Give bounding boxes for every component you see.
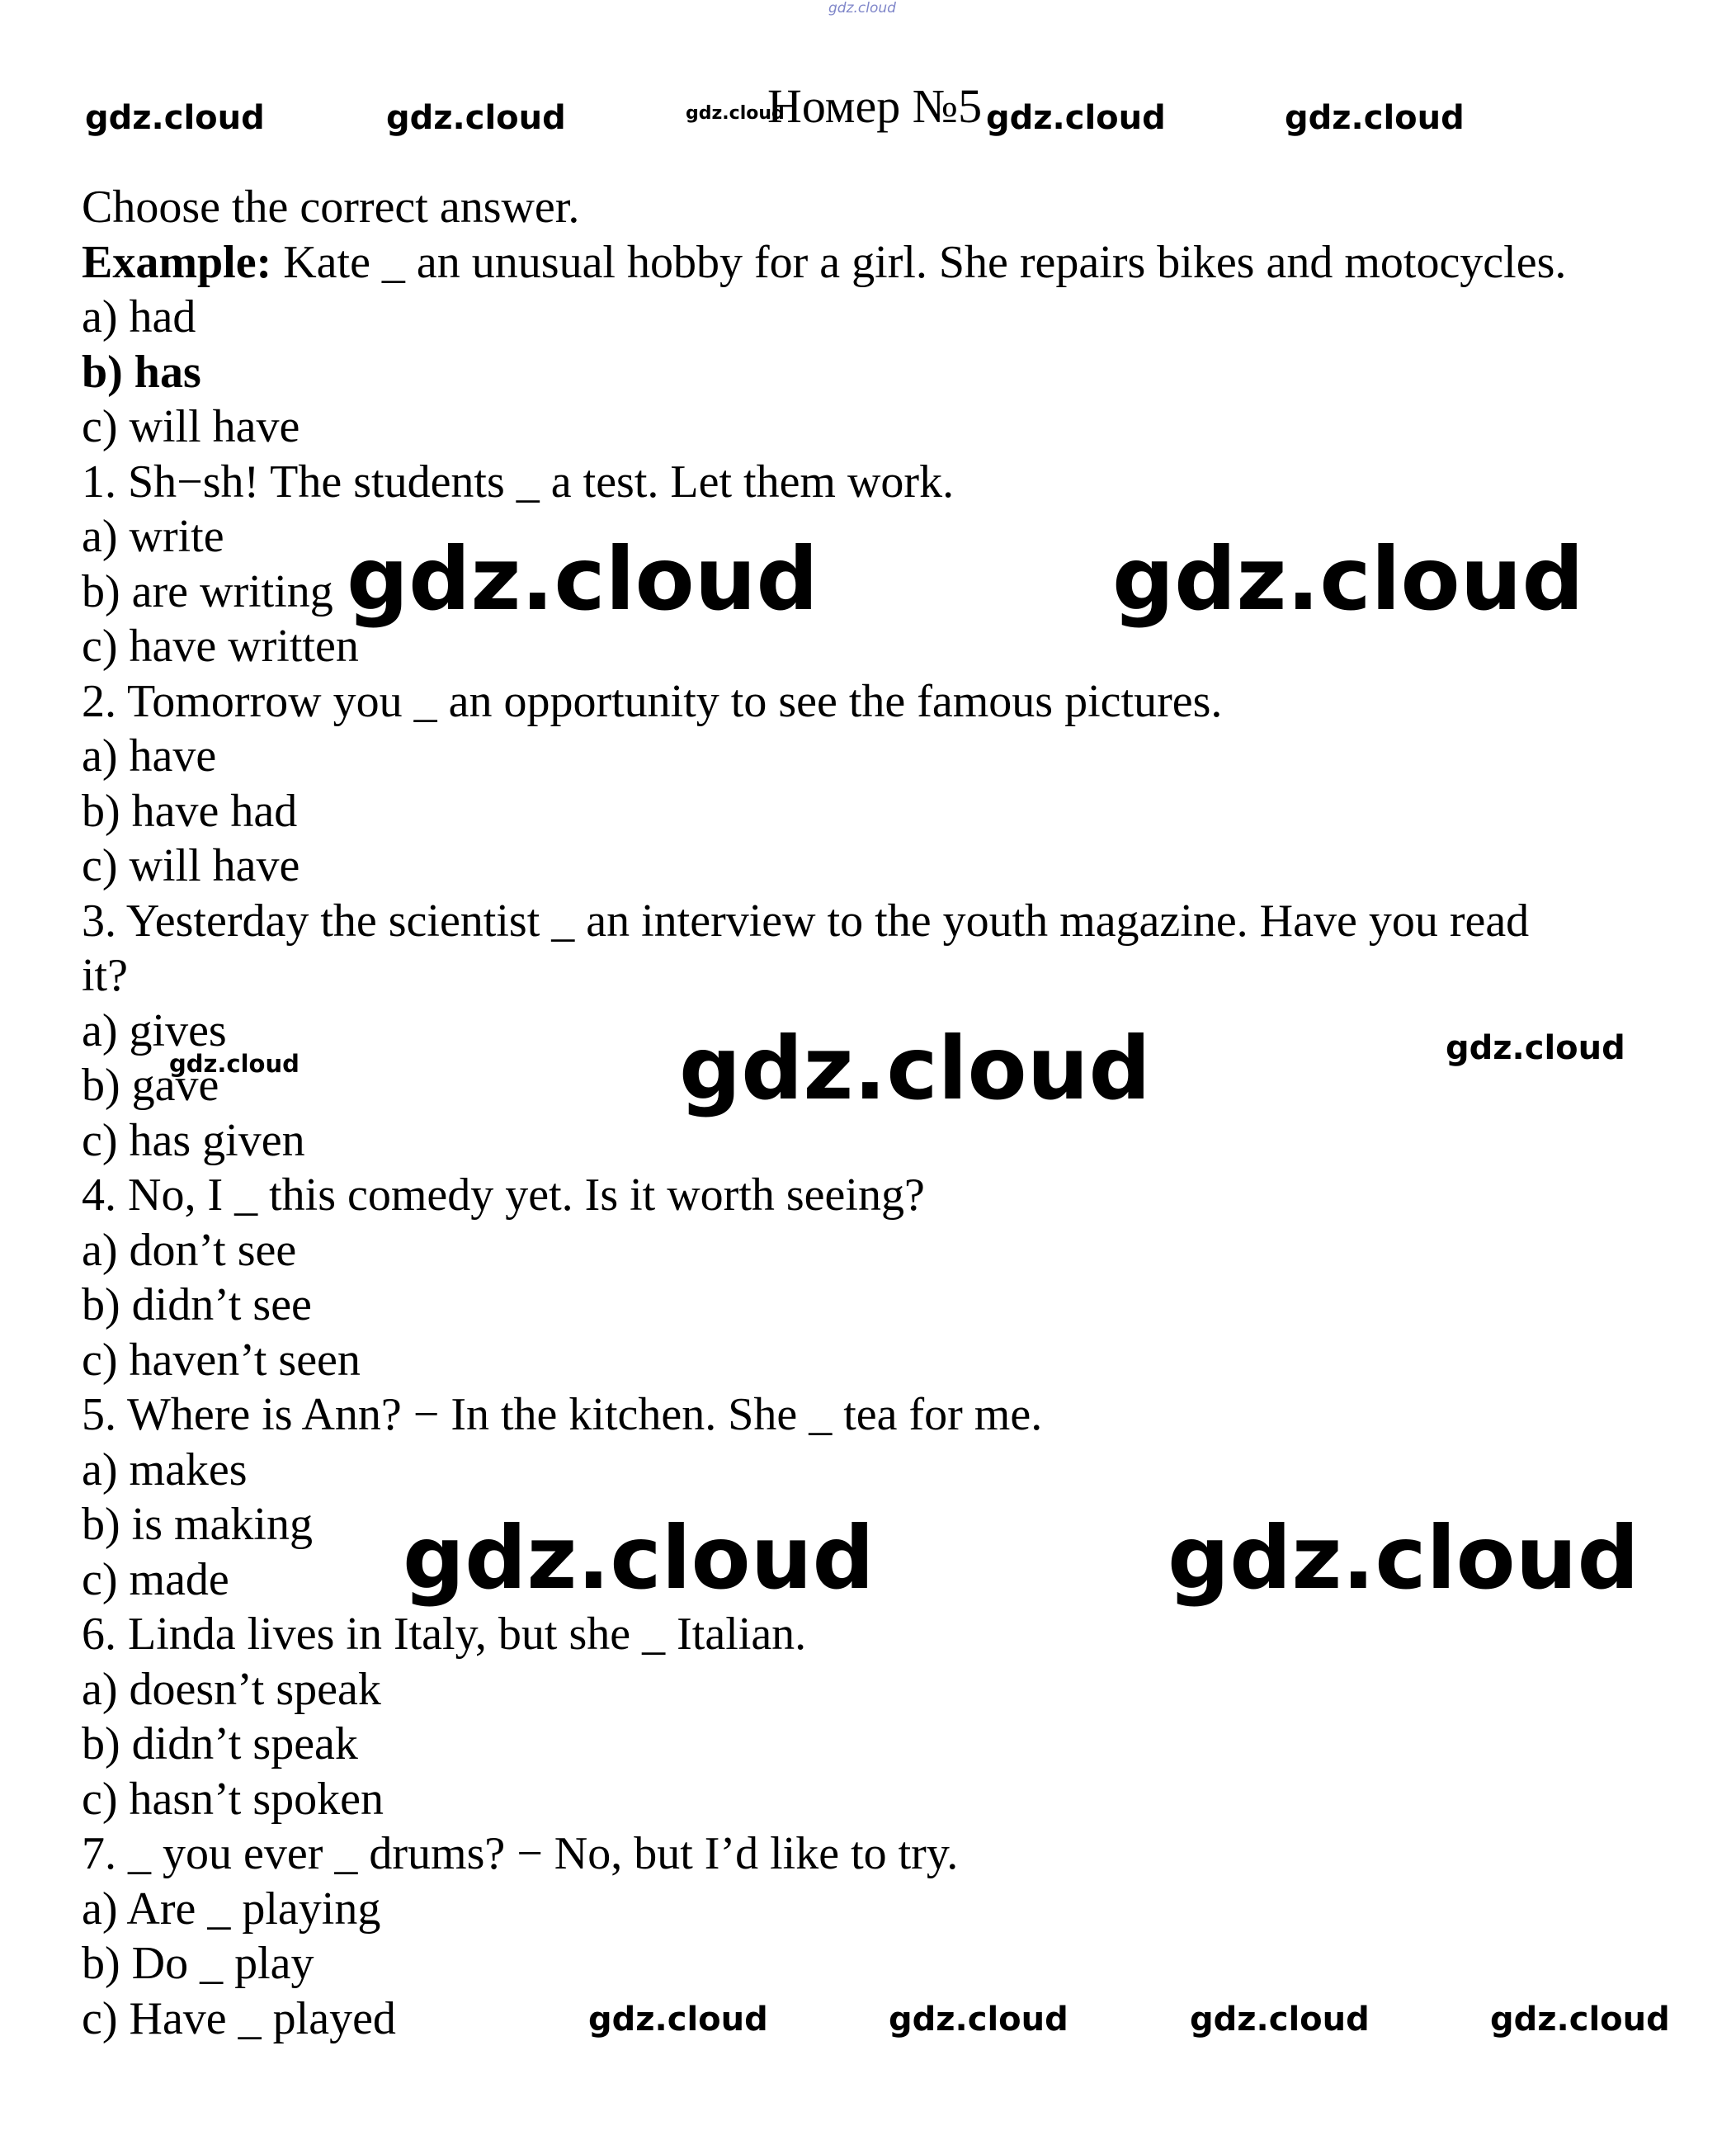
watermark: gdz.cloud — [347, 529, 818, 630]
option: b) didn’t speak — [82, 1718, 358, 1769]
watermark: gdz.cloud — [1285, 99, 1465, 137]
option: b) is making — [82, 1499, 313, 1550]
watermark: gdz.cloud — [686, 103, 785, 124]
option: a) Are _ playing — [82, 1883, 381, 1935]
watermark: gdz.cloud — [403, 1508, 875, 1609]
option: b) Do _ play — [82, 1938, 314, 1989]
option: b) didn’t see — [82, 1279, 312, 1330]
option: c) hasn’t spoken — [82, 1773, 384, 1825]
example-option: a) had — [82, 291, 196, 343]
watermark: gdz.cloud — [986, 99, 1166, 137]
option: b) gave — [82, 1060, 219, 1111]
watermark: gdz.cloud — [1112, 529, 1584, 630]
watermark: gdz.cloud — [85, 99, 265, 137]
example-text: Kate _ an unusual hobby for a girl. She repairs bikes and motocycles. — [271, 236, 1567, 288]
option: a) gives — [82, 1004, 227, 1056]
example-option: c) will have — [82, 401, 300, 452]
option: c) has given — [82, 1114, 305, 1166]
watermark: gdz.cloud — [1446, 1029, 1625, 1067]
option: a) don’t see — [82, 1224, 297, 1276]
option: c) will have — [82, 840, 300, 891]
watermark: gdz.cloud — [588, 2001, 768, 2039]
watermark: gdz.cloud — [1190, 2001, 1370, 2039]
question-4: 4. No, I _ this comedy yet. Is it worth seeing? — [82, 1169, 925, 1221]
watermark: gdz.cloud — [1490, 2001, 1670, 2039]
page-title: Номер №5 — [767, 79, 983, 133]
option: a) doesn’t speak — [82, 1663, 381, 1715]
option: c) haven’t seen — [82, 1334, 361, 1386]
question-5: 5. Where is Ann? − In the kitchen. She _ tea for me. — [82, 1389, 1043, 1440]
question-1: 1. Sh−sh! The students _ a test. Let them work. — [82, 456, 955, 508]
watermark: gdz.cloud — [169, 1050, 300, 1078]
option: a) have — [82, 730, 217, 782]
option: c) made — [82, 1553, 229, 1605]
option: a) makes — [82, 1443, 248, 1495]
option: b) are writing — [82, 565, 333, 617]
option: a) write — [82, 511, 224, 562]
example-sentence — [82, 235, 1699, 291]
question-3: 3. Yesterday the scientist _ an interview to the youth magazine. Have you read — [82, 895, 1530, 947]
instruction: Choose the correct answer. — [82, 182, 580, 233]
question-3-continued: it? — [82, 950, 128, 1001]
watermark: gdz.cloud — [1168, 1508, 1639, 1609]
watermark: gdz.cloud — [828, 0, 896, 17]
question-7: 7. _ you ever _ drums? − No, but I’d like to try. — [82, 1828, 959, 1879]
example-option-correct: b) has — [82, 346, 201, 398]
example-label: Example: — [82, 236, 272, 288]
exercise — [82, 180, 1699, 2046]
question-6: 6. Linda lives in Italy, but she _ Italian. — [82, 1609, 807, 1660]
watermark: gdz.cloud — [889, 2001, 1068, 2039]
question-2: 2. Tomorrow you _ an opportunity to see the famous pictures. — [82, 675, 1223, 727]
option: c) have written — [82, 621, 359, 672]
option: c) Have _ played — [82, 1992, 396, 2044]
option: b) have had — [82, 785, 298, 837]
watermark: gdz.cloud — [386, 99, 566, 137]
watermark: gdz.cloud — [679, 1018, 1151, 1119]
